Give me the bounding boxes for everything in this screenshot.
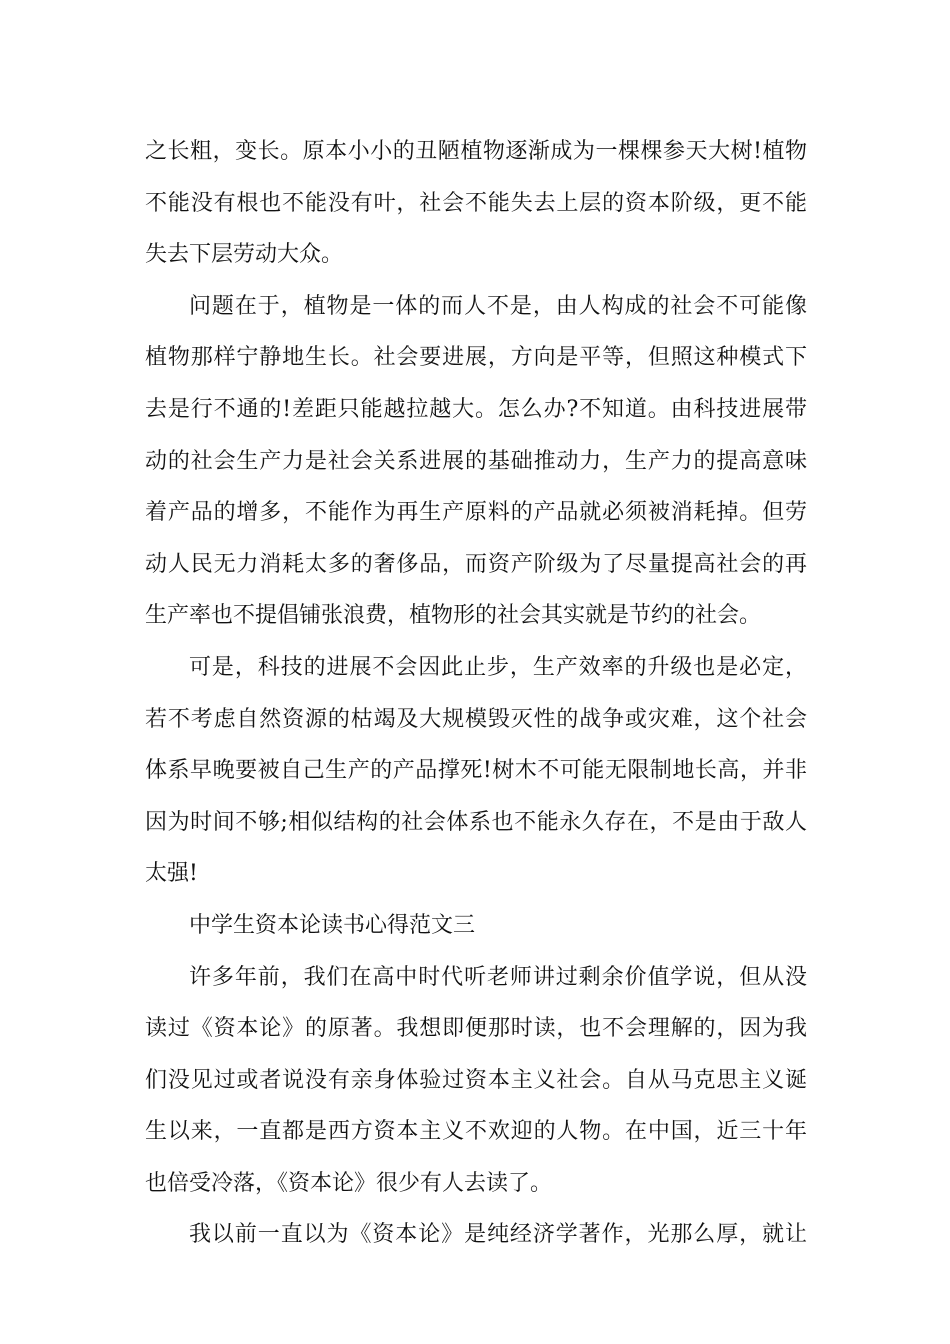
text-line: 不能没有根也不能没有叶，社会不能失去上层的资本阶级，更不能 bbox=[145, 190, 807, 216]
text-line: 生以来，一直都是西方资本主义不欢迎的人物。在中国，近三十年 bbox=[145, 1119, 807, 1145]
text-line: 之长粗，变长。原本小小的丑陋植物逐渐成为一棵棵参天大树!植物 bbox=[145, 139, 807, 164]
text-line: 若不考虑自然资源的枯竭及大规模毁灭性的战争或灾难，这个社会 bbox=[145, 706, 807, 732]
text-line: 动的社会生产力是社会关系进展的基础推动力，生产力的提高意味 bbox=[145, 448, 807, 474]
text-line: 许多年前，我们在高中时代听老师讲过剩余价值学说，但从没 bbox=[189, 964, 807, 990]
text-line: 体系早晚要被自己生产的产品撑死!树木不可能无限制地长高，并非 bbox=[145, 758, 807, 784]
body-text bbox=[145, 126, 807, 1261]
text-line: 植物那样宁静地生长。社会要进展，方向是平等，但照这种模式下 bbox=[145, 345, 807, 371]
text-line: 我以前一直以为《资本论》是纯经济学著作，光那么厚，就让 bbox=[189, 1222, 807, 1248]
text-line: 生产率也不提倡铺张浪费，植物形的社会其实就是节约的社会。 bbox=[145, 603, 762, 629]
text-line: 因为时间不够;相似结构的社会体系也不能永久存在，不是由于敌人 bbox=[145, 809, 807, 835]
text-line: 动人民无力消耗太多的奢侈品，而资产阶级为了尽量提高社会的再 bbox=[145, 551, 807, 577]
text-line: 失去下层劳动大众。 bbox=[145, 242, 344, 268]
text-line: 去是行不通的!差距只能越拉越大。怎么办?不知道。由科技进展带 bbox=[145, 396, 807, 422]
text-line: 们没见过或者说没有亲身体验过资本主义社会。自从马克思主义诞 bbox=[145, 1067, 807, 1093]
text-line: 问题在于，植物是一体的而人不是，由人构成的社会不可能像 bbox=[189, 293, 807, 319]
text-line: 也倍受冷落，《资本论》很少有人去读了。 bbox=[145, 1170, 553, 1196]
text-line: 读过《资本论》的原著。我想即便那时读，也不会理解的，因为我 bbox=[145, 1016, 807, 1042]
section-heading: 中学生资本论读书心得范文三 bbox=[189, 912, 476, 938]
text-line: 太强! bbox=[145, 861, 198, 887]
text-line: 可是，科技的进展不会因此止步，生产效率的升级也是必定， bbox=[189, 654, 807, 680]
text-line: 着产品的增多，不能作为再生产原料的产品就必须被消耗掉。但劳 bbox=[145, 500, 807, 526]
